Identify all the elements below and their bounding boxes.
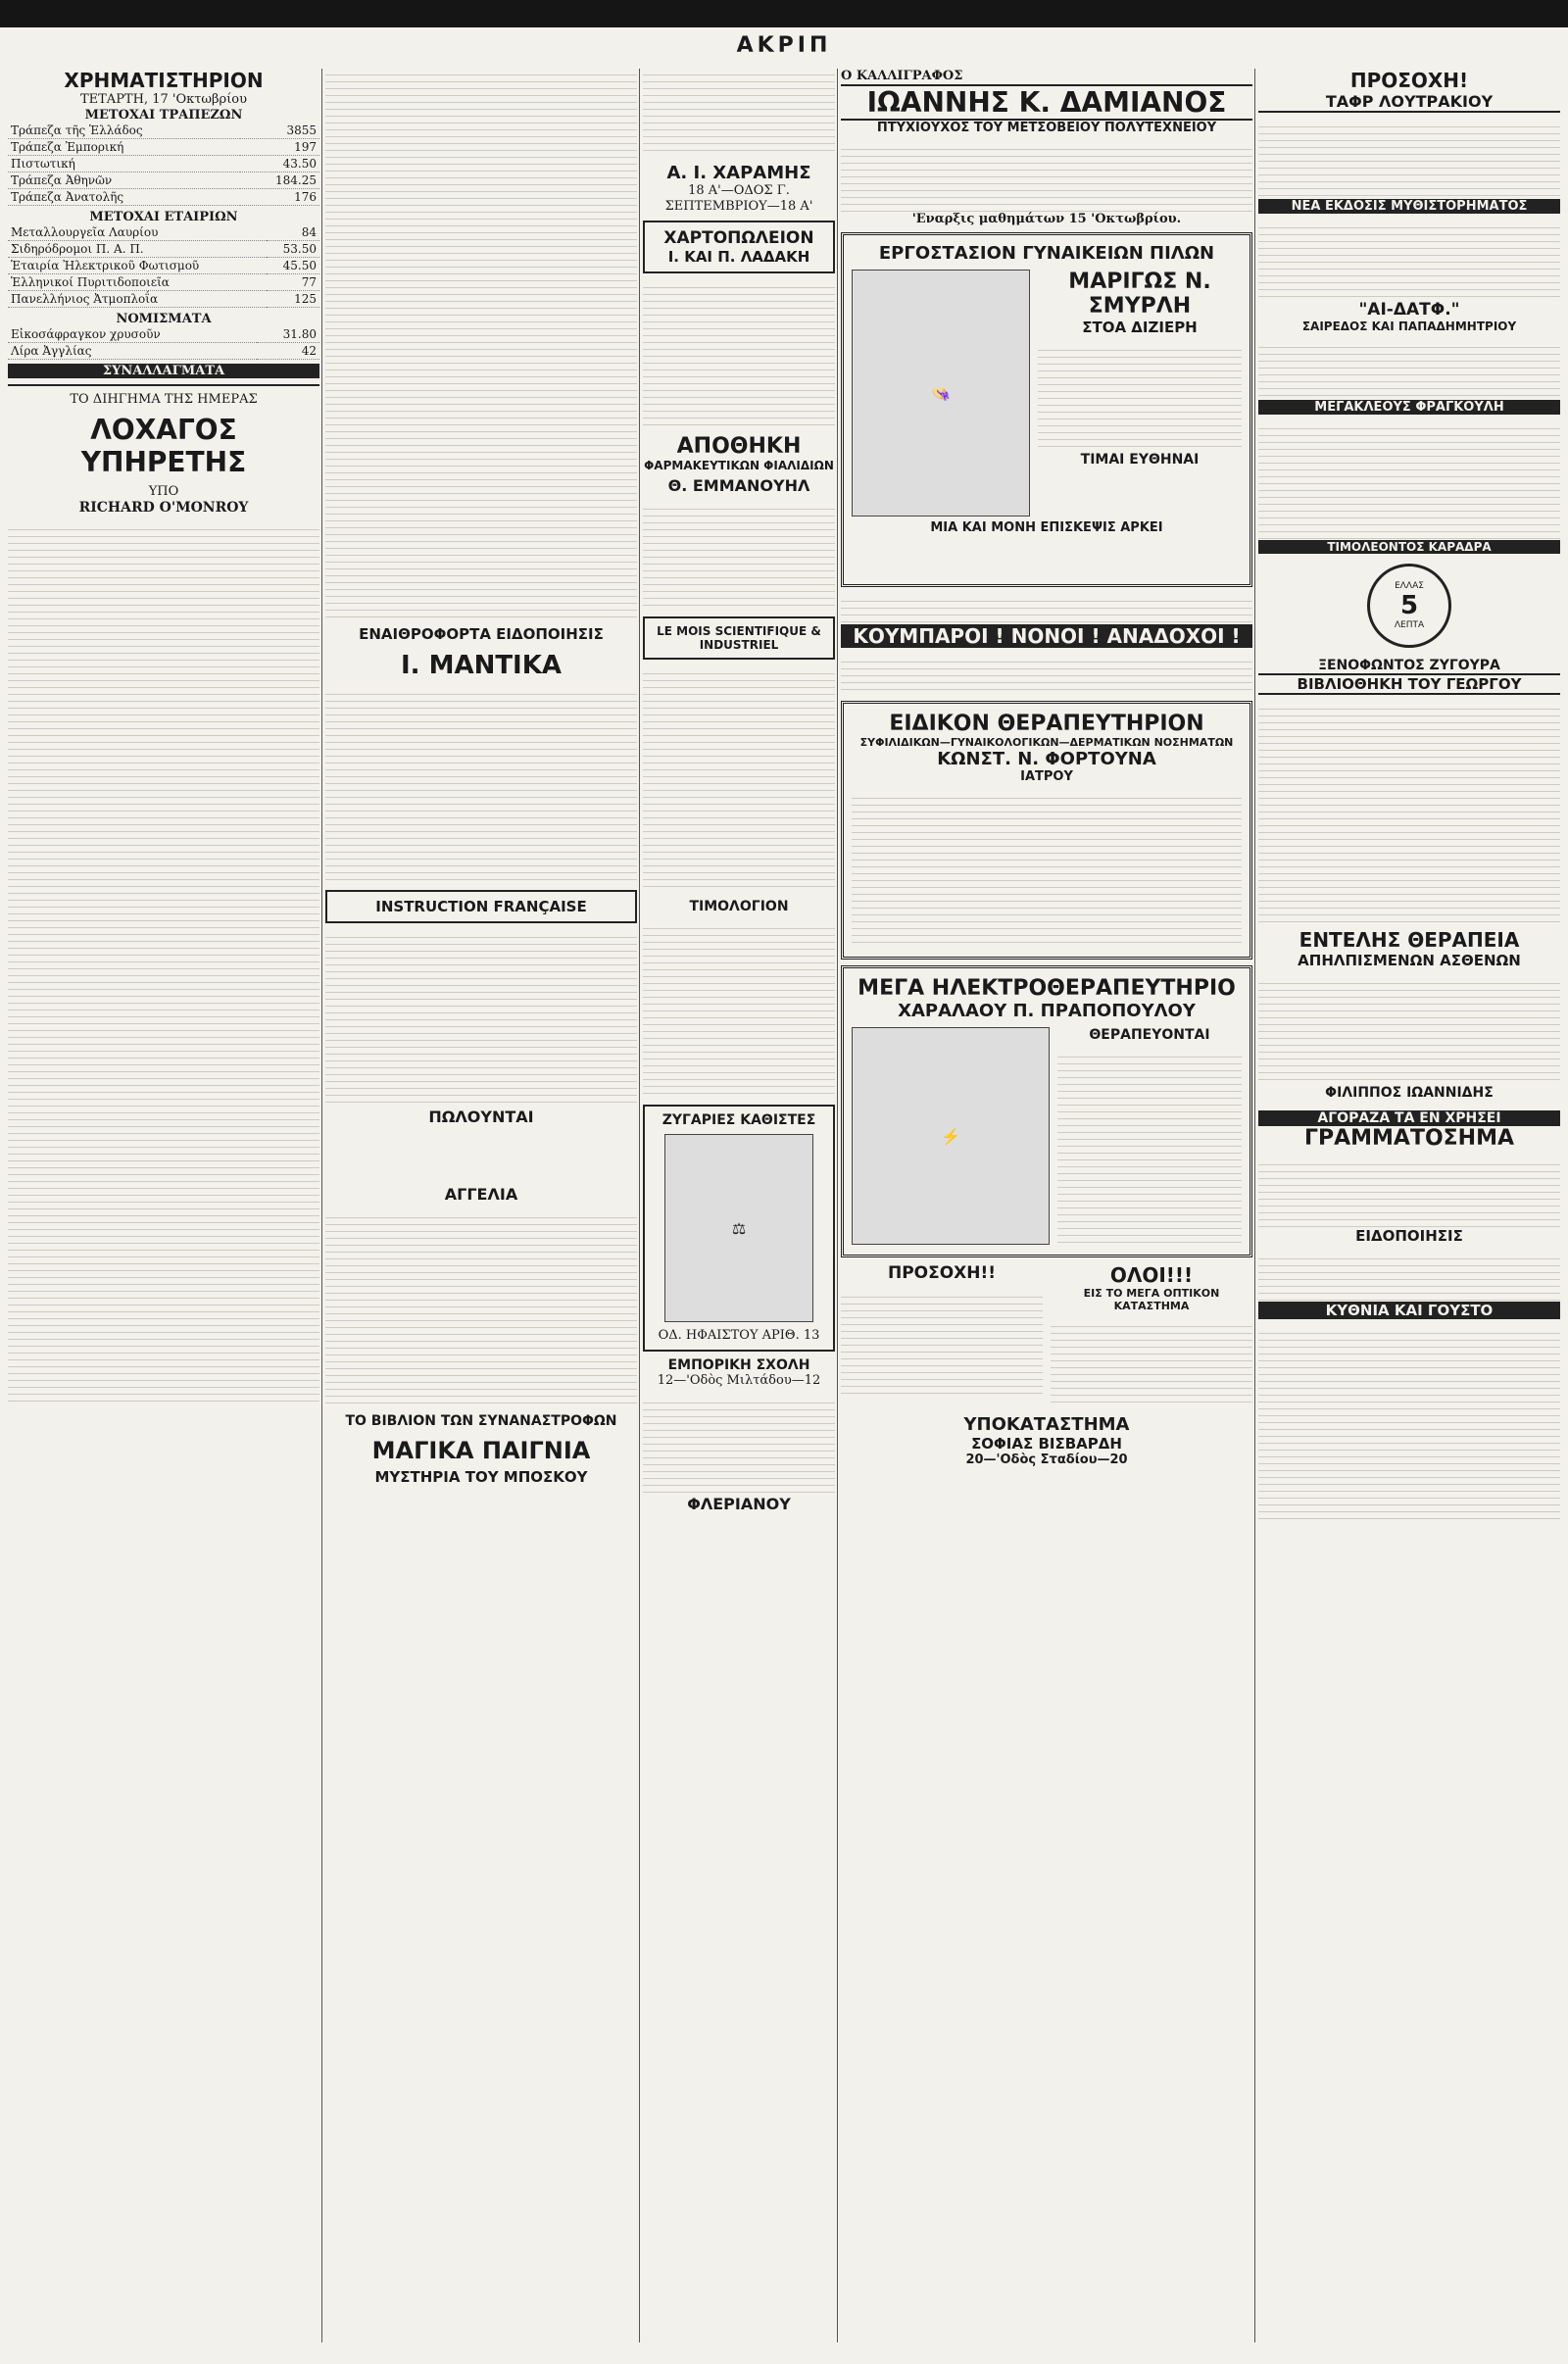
ad-title: ΠΡΟΣΟΧΗ! xyxy=(1349,69,1469,92)
ad-subtitle: ΠΤΥΧΙΟΥΧΟΣ ΤΟΥ ΜΕΤΣΟΒΕΙΟΥ ΠΟΛΥΤΕΧΝΕΙΟΥ xyxy=(876,121,1217,135)
subheading: ΝΟΜΙΣΜΑΤΑ xyxy=(116,312,212,326)
ad-address: 18 Α'—ΟΔΟΣ Γ. ΣΕΠΤΕΜΒΡΙΟΥ—18 Α' xyxy=(664,183,813,214)
ad-title: ΥΠΟΚΑΤΑΣΤΗΜΑ xyxy=(963,1414,1130,1435)
section-title: ΧΡΗΜΑΤΙΣΤΗΡΙΟΝ xyxy=(64,69,264,92)
ad-name: ΦΙΛΙΠΠΟΣ ΙΩΑΝΝΙΔΗΣ xyxy=(1325,1085,1494,1101)
ad-date: 'Εναρξις μαθημάτων 15 'Οκτωβρίου. xyxy=(911,212,1182,226)
column-exchange-and-story xyxy=(8,69,319,2342)
ad-subtitle: ΑΠΗΛΠΙΣΜΕΝΩΝ ΑΣΘΕΝΩΝ xyxy=(1298,952,1521,969)
ad-text xyxy=(1051,1320,1252,1408)
ad-name: ΙΩΑΝΝΗΣ Κ. ΔΑΜΙΑΝΟΣ xyxy=(841,84,1252,121)
ad-text xyxy=(852,792,1242,949)
ad-title: ΕΡΓΟΣΤΑΣΙΟΝ ΓΥΝΑΙΚΕΙΩΝ ΠΙΛΩΝ xyxy=(878,243,1215,264)
clinic-ad xyxy=(841,701,1252,960)
ad-subtitle: ΣΑΙΡΕΔΟΣ ΚΑΙ ΠΑΠΑΔΗΜΗΤΡΙΟΥ xyxy=(1301,320,1517,333)
notice-text xyxy=(325,688,637,884)
currency-table: Εἰκοσάφραγκον χρυσοῦν 31.80 Λίρα Ἀγγλίας 42 xyxy=(8,326,319,360)
column-rule xyxy=(639,69,640,2342)
announcement-text xyxy=(325,1211,637,1407)
announcement-ad: ΑΓΓΕΛΙΑ xyxy=(444,1185,518,1204)
book-ad: ΤΟ ΒΙΒΛΙΟΝ ΤΩΝ ΣΥΝΑΝΑΣΤΡΟΦΩΝ xyxy=(345,1413,617,1429)
ad-title: ΖΥΓΑΡΙΕΣ ΚΑΘΙΣΤΕΣ xyxy=(662,1112,816,1128)
column-notices xyxy=(325,69,637,2342)
ad-title: LE MOIS SCIENTIFIQUE & INDUSTRIEL xyxy=(643,616,835,660)
ad-text xyxy=(841,1291,1043,1399)
ad-name: Θ. ΕΜΜΑΝΟΥΗΛ xyxy=(667,476,810,495)
sale-ad: ΠΩΛΟΥΝΤΑΙ xyxy=(428,1108,534,1126)
column-ads-narrow xyxy=(643,69,835,2342)
ad-title: ΜΕΓΑ ΗΛΕΚΤΡΟΘΕΡΑΠΕΥΤΗΡΙΟ xyxy=(858,976,1236,1001)
ad-subtitle: ΘΕΡΑΠΕΥΟΝΤΑΙ xyxy=(1089,1027,1210,1043)
divider xyxy=(8,384,319,386)
ad-banner: ΚΟΥΜΠΑΡΟΙ ! ΝΟΝΟΙ ! ΑΝΑΔΟΧΟΙ ! xyxy=(841,624,1252,648)
ad-text xyxy=(643,281,835,428)
ad-name: ΜΑΡΙΓΩΣ Ν. ΣΜΥΡΛΗ xyxy=(1068,270,1211,319)
story-author: RICHARD O'MONROY xyxy=(78,500,249,516)
subheading: ΣΥΝΑΛΛΑΓΜΑΤΑ xyxy=(8,364,319,378)
price-list xyxy=(643,922,835,1099)
masthead: ΑΚΡΙΠ xyxy=(736,33,832,58)
ad-address: 12—'Οδὸς Μιλτάδου—12 xyxy=(657,1373,821,1388)
mysteries-ad: ΜΥΣΤΗΡΙΑ ΤΟΥ ΜΠΟΣΚΟΥ xyxy=(374,1468,588,1486)
ad-text xyxy=(1258,977,1560,1085)
ad-role: ΙΑΤΡΟΥ xyxy=(1020,769,1073,784)
ad-subtitle: ΦΑΡΜΑΚΕΥΤΙΚΩΝ ΦΙΑΛΙΔΙΩΝ xyxy=(644,459,834,472)
ad-name: ΣΟΦΙΑΣ ΒΙΣΒΑΡΔΗ xyxy=(971,1435,1122,1453)
top-border-band xyxy=(0,0,1568,27)
notice-title: ΕΝΑΙΘΡΟΦΟΡΤΑ ΕΙΔΟΠΟΙΗΣΙΣ xyxy=(359,625,604,643)
ad-title: ΦΛΕΡΙΑΝΟΥ xyxy=(687,1495,791,1513)
ad-title: ΟΛΟΙ!!! xyxy=(1109,1263,1194,1287)
story-kicker: ΤΟ ΔΙΗΓΗΜΑ ΤΗΣ ΗΜΕΡΑΣ xyxy=(70,392,258,407)
stamp-top-text: ΕΛΛΑΣ xyxy=(1395,581,1424,591)
ad-prices: ΤΙΜΑΙ ΕΥΘΗΝΑΙ xyxy=(1080,452,1200,468)
ad-text xyxy=(643,667,835,893)
instruction-ad: INSTRUCTION FRANÇAISE xyxy=(325,890,637,923)
ad-title: ΒΙΒΛΙΟΘΗΚΗ ΤΟΥ ΓΕΩΡΓΟΥ xyxy=(1258,673,1560,695)
column-rule xyxy=(1254,69,1255,2342)
ad-text xyxy=(841,595,1252,624)
ad-text xyxy=(841,143,1252,212)
subheading: ΜΕΤΟΧΑΙ ΤΡΑΠΕΖΩΝ xyxy=(84,108,243,123)
postage-stamp-icon xyxy=(1367,564,1451,648)
story-byline: ΥΠΟ xyxy=(148,484,179,499)
small-ads xyxy=(643,69,835,157)
ad-text xyxy=(1258,121,1560,199)
ad-title: Α. Ι. ΧΑΡΑΜΗΣ xyxy=(666,163,811,183)
electrotherapy-ad xyxy=(841,965,1252,1257)
story-body-text xyxy=(8,523,319,1405)
ad-text xyxy=(1258,222,1560,300)
ad-title: ΕΜΠΟΡΙΚΗ ΣΧΟΛΗ xyxy=(667,1357,810,1373)
woman-portrait-illustration: 👒 xyxy=(852,270,1030,517)
ad-banner: ΑΓΟΡΑΖΑ ΤΑ ΕΝ ΧΡΗΣΕΙ xyxy=(1258,1110,1560,1126)
ad-title: ΕΙΔΟΠΟΙΗΣΙΣ xyxy=(1355,1227,1463,1245)
magic-games-ad: ΜΑΓΙΚΑ ΠΑΙΓΝΙΑ xyxy=(371,1437,591,1464)
ad-text xyxy=(1038,344,1242,452)
story-continuation-text xyxy=(325,69,637,617)
ad-title: ΕΝΤΕΛΗΣ ΘΕΡΑΠΕΙΑ xyxy=(1298,928,1520,952)
ad-text xyxy=(643,1397,835,1495)
scales-illustration: ⚖ xyxy=(664,1134,813,1322)
column-right-ads xyxy=(1258,69,1560,2342)
ad-banner: ΜΕΓΑΚΛΕΟΥΣ ΦΡΑΓΚΟΥΛΗ xyxy=(1258,400,1560,415)
ad-title: ΠΡΟΣΟΧΗ!! xyxy=(887,1263,997,1283)
column-featured-ads xyxy=(841,69,1252,2342)
notice-name: I. MANTIKA xyxy=(400,651,563,680)
ad-text xyxy=(841,656,1252,695)
ad-text xyxy=(1258,703,1560,928)
column-rule xyxy=(321,69,322,2342)
electrotherapy-illustration: ⚡ xyxy=(852,1027,1050,1245)
ad-title: ΧΑΡΤΟΠΩΛΕΙΟΝ xyxy=(663,228,814,248)
ad-banner: ΤΙΜΟΛΕΟΝΤΟΣ ΚΑΡΑΔΡΑ xyxy=(1258,540,1560,554)
stamp-value: 5 xyxy=(1399,591,1419,620)
stamp-bottom-text: ΛΕΠΤΑ xyxy=(1394,620,1425,630)
instruction-text xyxy=(325,931,637,1108)
hat-factory-ad xyxy=(841,232,1252,587)
company-table: Μεταλλουργεῖα Λαυρίου 84 Σιδηρόδρομοι Π. Α. Π. 53.50 Ἑταιρία Ἠλεκτρικοῦ Φωτισμοῦ 45.50 Ἑλληνικοί Πυριτιδοποιεῖα 77 Πανελλήνιος Ἀτμοπλοΐα 125 xyxy=(8,224,319,308)
ad-title: "ΑΙ-ΔΑΤΦ." xyxy=(1358,300,1460,320)
ad-title: ΓΡΑΜΜΑΤΟΣΗΜΑ xyxy=(1303,1126,1515,1151)
stock-table: Τράπεζα τῆς Ἑλλάδος 3855 Τράπεζα Ἐμπορική 197 Πιστωτική 43.50 Τράπεζα Ἀθηνῶν 184.25 Τράπεζα Ἀνατολῆς 176 xyxy=(8,123,319,206)
ad-text xyxy=(1258,1158,1560,1227)
exchange-date: ΤΕΤΑΡΤΗ, 17 'Οκτωβρίου xyxy=(79,92,248,107)
ad-kicker: Ο ΚΑΛΛΙΓΡΑΦΟΣ xyxy=(841,69,963,83)
ad-text xyxy=(1258,1327,1560,1523)
ad-subtitle: Ι. ΚΑΙ Π. ΛΑΔΑΚΗ xyxy=(667,248,810,266)
ad-text xyxy=(1258,422,1560,540)
ad-title: ΤΙΜΟΛΟΓΙΟΝ xyxy=(689,899,789,914)
ad-address: ΣΤΟΑ ΔΙΖΙΕΡΗ xyxy=(1082,319,1198,336)
ad-banner: ΚΥΘΝΙΑ ΚΑΙ ΓΟΥΣΤΟ xyxy=(1258,1302,1560,1319)
ad-text xyxy=(1258,341,1560,400)
ad-text xyxy=(1057,1051,1242,1247)
column-rule xyxy=(837,69,838,2342)
story-title: ΛΟΧΑΓΟΣ ΥΠΗΡΕΤΗΣ xyxy=(80,414,247,478)
ad-text xyxy=(643,503,835,611)
ad-text xyxy=(1258,1253,1560,1302)
ad-subtitle: ΤΑΦΡ ΛΟΥΤΡΑΚΙΟΥ xyxy=(1258,92,1560,113)
ad-address: 20—'Οδὸς Σταδίου—20 xyxy=(965,1453,1128,1467)
ad-title: ΕΙΔΙΚΟΝ ΘΕΡΑΠΕΥΤΗΡΙΟΝ xyxy=(889,712,1204,736)
ad-name: ΚΩΝΣΤ. Ν. ΦΟΡΤΟΥΝΑ xyxy=(937,749,1156,769)
ad-subtitle: ΣΥΦΙΛΙΔΙΚΩΝ—ΓΥΝΑΙΚΟΛΟΓΙΚΩΝ—ΔΕΡΜΑΤΙΚΩΝ ΝΟΣΗΜΑΤΩΝ xyxy=(859,736,1234,749)
ad-banner: ΝΕΑ ΕΚΔΟΣΙΣ ΜΥΘΙΣΤΟΡΗΜΑΤΟΣ xyxy=(1258,199,1560,214)
ad-title: ΑΠΟΘΗΚΗ xyxy=(676,434,802,459)
ad-title: ΞΕΝΟΦΩΝΤΟΣ ΖΥΓΟΥΡΑ xyxy=(1318,658,1500,673)
ad-address: ΟΔ. ΗΦΑΙΣΤΟΥ ΑΡΙΘ. 13 xyxy=(658,1328,820,1343)
ad-slogan: ΜΙΑ ΚΑΙ ΜΟΝΗ ΕΠΙΣΚΕΨΙΣ ΑΡΚΕΙ xyxy=(930,520,1163,535)
subheading: ΜΕΤΟΧΑΙ ΕΤΑΙΡΙΩΝ xyxy=(89,210,238,224)
ad-name: ΧΑΡΑΛΑΟΥ Π. ΠΡΑΠΟΠΟΥΛΟΥ xyxy=(898,1001,1196,1021)
ad-subtitle: ΕΙΣ ΤΟ ΜΕΓΑ ΟΠΤΙΚΟΝ ΚΑΤΑΣΤΗΜΑ xyxy=(1083,1287,1220,1312)
